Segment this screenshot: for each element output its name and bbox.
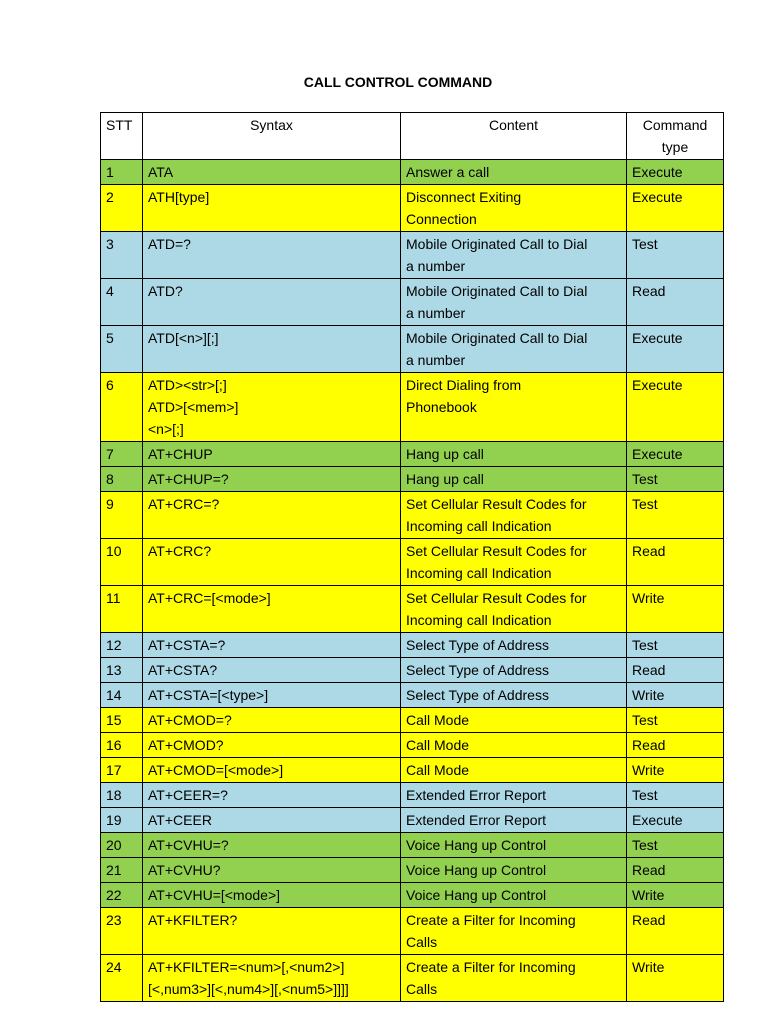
stt-value: 21 bbox=[106, 862, 122, 878]
content-line: Voice Hang up Control bbox=[406, 887, 547, 903]
table-row bbox=[101, 232, 724, 279]
stt-value: 24 bbox=[106, 959, 122, 975]
cell-stt bbox=[101, 858, 143, 883]
syntax-line: AT+CSTA=? bbox=[148, 637, 226, 653]
cell-command-type bbox=[627, 492, 724, 539]
cell-syntax bbox=[143, 633, 401, 658]
content-line: Incoming call Indication bbox=[406, 518, 552, 534]
command-type-value: Test bbox=[632, 712, 658, 728]
table-row bbox=[101, 586, 724, 633]
cell-stt bbox=[101, 708, 143, 733]
stt-value: 2 bbox=[106, 189, 114, 205]
syntax-line: AT+CRC? bbox=[148, 543, 212, 559]
content-line: Set Cellular Result Codes for bbox=[406, 590, 587, 606]
cell-syntax bbox=[143, 185, 401, 232]
content-line: Calls bbox=[406, 934, 438, 950]
cell-content bbox=[401, 185, 627, 232]
stt-value: 12 bbox=[106, 637, 122, 653]
table-row bbox=[101, 658, 724, 683]
cell-content bbox=[401, 955, 627, 1002]
table-header-row bbox=[101, 113, 724, 160]
content-line: Mobile Originated Call to Dial bbox=[406, 236, 588, 252]
content-line: Voice Hang up Control bbox=[406, 862, 547, 878]
cell-syntax bbox=[143, 492, 401, 539]
command-type-value: Execute bbox=[632, 164, 683, 180]
content-line: Set Cellular Result Codes for bbox=[406, 496, 587, 512]
cell-content bbox=[401, 326, 627, 373]
syntax-line: <n>[;] bbox=[148, 421, 184, 437]
syntax-line: ATD? bbox=[148, 283, 183, 299]
table-row bbox=[101, 539, 724, 586]
cell-content bbox=[401, 586, 627, 633]
header-syntax: Syntax bbox=[143, 113, 401, 160]
cell-stt bbox=[101, 232, 143, 279]
command-type-value: Read bbox=[632, 662, 666, 678]
command-type-value: Read bbox=[632, 543, 666, 559]
syntax-line: AT+CMOD? bbox=[148, 737, 224, 753]
command-type-value: Test bbox=[632, 637, 658, 653]
table-row bbox=[101, 758, 724, 783]
syntax-line: AT+CHUP bbox=[148, 446, 213, 462]
stt-value: 7 bbox=[106, 446, 114, 462]
cell-content bbox=[401, 708, 627, 733]
content-line: Incoming call Indication bbox=[406, 612, 552, 628]
cell-syntax bbox=[143, 858, 401, 883]
cell-content bbox=[401, 858, 627, 883]
header-command-type bbox=[627, 113, 724, 160]
syntax-line: AT+CMOD=? bbox=[148, 712, 232, 728]
cell-stt bbox=[101, 492, 143, 539]
table-row bbox=[101, 883, 724, 908]
command-table bbox=[100, 112, 724, 1002]
header-command-type-line1: Command bbox=[642, 117, 708, 133]
table-row bbox=[101, 160, 724, 185]
stt-value: 14 bbox=[106, 687, 122, 703]
cell-content bbox=[401, 539, 627, 586]
cell-stt bbox=[101, 808, 143, 833]
stt-value: 20 bbox=[106, 837, 122, 853]
cell-command-type bbox=[627, 586, 724, 633]
content-line: Direct Dialing from bbox=[406, 377, 522, 393]
cell-content bbox=[401, 758, 627, 783]
cell-command-type bbox=[627, 833, 724, 858]
table-row bbox=[101, 279, 724, 326]
cell-command-type bbox=[627, 185, 724, 232]
cell-stt bbox=[101, 442, 143, 467]
cell-syntax bbox=[143, 833, 401, 858]
cell-syntax bbox=[143, 326, 401, 373]
cell-stt bbox=[101, 733, 143, 758]
command-type-value: Test bbox=[632, 236, 658, 252]
cell-syntax bbox=[143, 783, 401, 808]
cell-command-type bbox=[627, 539, 724, 586]
table-row bbox=[101, 858, 724, 883]
stt-value: 19 bbox=[106, 812, 122, 828]
header-stt: STT bbox=[101, 113, 143, 160]
command-type-value: Write bbox=[632, 590, 665, 606]
cell-syntax bbox=[143, 955, 401, 1002]
syntax-line: ATD=? bbox=[148, 236, 191, 252]
content-line: Phonebook bbox=[406, 399, 477, 415]
stt-value: 4 bbox=[106, 283, 114, 299]
stt-value: 10 bbox=[106, 543, 122, 559]
cell-stt bbox=[101, 586, 143, 633]
syntax-line: AT+CSTA=[<type>] bbox=[148, 687, 269, 703]
table-row bbox=[101, 808, 724, 833]
content-line: Extended Error Report bbox=[406, 812, 547, 828]
syntax-line: AT+CRC=[<mode>] bbox=[148, 590, 271, 606]
content-line: Mobile Originated Call to Dial bbox=[406, 330, 588, 346]
cell-content bbox=[401, 733, 627, 758]
content-line: Hang up call bbox=[406, 471, 484, 487]
table-row bbox=[101, 442, 724, 467]
cell-command-type bbox=[627, 955, 724, 1002]
cell-command-type bbox=[627, 658, 724, 683]
content-line: Select Type of Address bbox=[406, 662, 549, 678]
syntax-line: AT+CEER bbox=[148, 812, 212, 828]
cell-syntax bbox=[143, 808, 401, 833]
table-row bbox=[101, 185, 724, 232]
header-content: Content bbox=[401, 113, 627, 160]
table-row bbox=[101, 492, 724, 539]
syntax-line: [<,num3>][<,num4>][,<num5>]]]] bbox=[148, 981, 349, 997]
cell-stt bbox=[101, 883, 143, 908]
content-line: Call Mode bbox=[406, 737, 470, 753]
cell-stt bbox=[101, 467, 143, 492]
content-line: Select Type of Address bbox=[406, 687, 549, 703]
cell-command-type bbox=[627, 683, 724, 708]
cell-command-type bbox=[627, 808, 724, 833]
command-type-value: Write bbox=[632, 762, 665, 778]
cell-content bbox=[401, 908, 627, 955]
cell-content bbox=[401, 658, 627, 683]
cell-stt bbox=[101, 908, 143, 955]
cell-stt bbox=[101, 758, 143, 783]
stt-value: 18 bbox=[106, 787, 122, 803]
stt-value: 17 bbox=[106, 762, 122, 778]
stt-value: 9 bbox=[106, 496, 114, 512]
cell-stt bbox=[101, 833, 143, 858]
syntax-line: AT+KFILTER? bbox=[148, 912, 238, 928]
cell-content bbox=[401, 373, 627, 442]
syntax-line: ATD[<n>][;] bbox=[148, 330, 219, 346]
content-line: Answer a call bbox=[406, 164, 490, 180]
cell-content bbox=[401, 467, 627, 492]
cell-syntax bbox=[143, 442, 401, 467]
cell-command-type bbox=[627, 908, 724, 955]
cell-command-type bbox=[627, 160, 724, 185]
syntax-line: AT+KFILTER=<num>[,<num2>] bbox=[148, 959, 345, 975]
command-type-value: Write bbox=[632, 887, 665, 903]
cell-content bbox=[401, 160, 627, 185]
stt-value: 3 bbox=[106, 236, 114, 252]
cell-command-type bbox=[627, 467, 724, 492]
cell-syntax bbox=[143, 373, 401, 442]
table-row bbox=[101, 467, 724, 492]
table-row bbox=[101, 783, 724, 808]
content-line: Disconnect Exiting bbox=[406, 189, 522, 205]
cell-command-type bbox=[627, 442, 724, 467]
cell-command-type bbox=[627, 708, 724, 733]
cell-stt bbox=[101, 185, 143, 232]
cell-command-type bbox=[627, 858, 724, 883]
table-row bbox=[101, 633, 724, 658]
cell-content bbox=[401, 833, 627, 858]
content-line: Hang up call bbox=[406, 446, 484, 462]
stt-value: 5 bbox=[106, 330, 114, 346]
cell-content bbox=[401, 492, 627, 539]
cell-command-type bbox=[627, 633, 724, 658]
cell-stt bbox=[101, 160, 143, 185]
content-line: a number bbox=[406, 258, 466, 274]
cell-syntax bbox=[143, 467, 401, 492]
content-line: Connection bbox=[406, 211, 477, 227]
cell-content bbox=[401, 232, 627, 279]
command-type-value: Read bbox=[632, 283, 666, 299]
content-line: Voice Hang up Control bbox=[406, 837, 547, 853]
cell-content bbox=[401, 808, 627, 833]
cell-content bbox=[401, 783, 627, 808]
syntax-line: ATD><str>[;] bbox=[148, 377, 227, 393]
cell-syntax bbox=[143, 908, 401, 955]
command-type-value: Test bbox=[632, 787, 658, 803]
cell-stt bbox=[101, 955, 143, 1002]
command-type-value: Execute bbox=[632, 812, 683, 828]
syntax-line: AT+CSTA? bbox=[148, 662, 218, 678]
cell-command-type bbox=[627, 733, 724, 758]
content-line: Calls bbox=[406, 981, 438, 997]
cell-content bbox=[401, 279, 627, 326]
command-type-value: Execute bbox=[632, 377, 683, 393]
cell-command-type bbox=[627, 883, 724, 908]
content-line: Create a Filter for Incoming bbox=[406, 912, 576, 928]
cell-command-type bbox=[627, 279, 724, 326]
command-type-value: Read bbox=[632, 862, 666, 878]
syntax-line: ATH[type] bbox=[148, 189, 210, 205]
content-line: a number bbox=[406, 352, 466, 368]
syntax-line: ATA bbox=[148, 164, 174, 180]
syntax-line: ATD>[<mem>] bbox=[148, 399, 239, 415]
cell-content bbox=[401, 633, 627, 658]
stt-value: 1 bbox=[106, 164, 114, 180]
command-type-value: Test bbox=[632, 837, 658, 853]
cell-syntax bbox=[143, 708, 401, 733]
stt-value: 6 bbox=[106, 377, 114, 393]
cell-syntax bbox=[143, 683, 401, 708]
content-line: Call Mode bbox=[406, 712, 470, 728]
cell-content bbox=[401, 883, 627, 908]
table-row bbox=[101, 326, 724, 373]
syntax-line: AT+CVHU=? bbox=[148, 837, 229, 853]
stt-value: 13 bbox=[106, 662, 122, 678]
table-row bbox=[101, 373, 724, 442]
cell-command-type bbox=[627, 373, 724, 442]
page-title: CALL CONTROL COMMAND bbox=[303, 74, 493, 90]
table-row bbox=[101, 955, 724, 1002]
content-line: Extended Error Report bbox=[406, 787, 547, 803]
cell-content bbox=[401, 683, 627, 708]
syntax-line: AT+CHUP=? bbox=[148, 471, 229, 487]
stt-value: 15 bbox=[106, 712, 122, 728]
stt-value: 8 bbox=[106, 471, 114, 487]
table-row bbox=[101, 683, 724, 708]
command-type-value: Write bbox=[632, 687, 665, 703]
cell-syntax bbox=[143, 883, 401, 908]
cell-syntax bbox=[143, 586, 401, 633]
command-type-value: Test bbox=[632, 471, 658, 487]
cell-syntax bbox=[143, 279, 401, 326]
cell-syntax bbox=[143, 658, 401, 683]
content-line: Mobile Originated Call to Dial bbox=[406, 283, 588, 299]
cell-stt bbox=[101, 279, 143, 326]
content-line: Create a Filter for Incoming bbox=[406, 959, 576, 975]
syntax-line: AT+CRC=? bbox=[148, 496, 220, 512]
cell-stt bbox=[101, 373, 143, 442]
content-line: Select Type of Address bbox=[406, 637, 549, 653]
cell-stt bbox=[101, 539, 143, 586]
cell-stt bbox=[101, 633, 143, 658]
content-line: Incoming call Indication bbox=[406, 565, 552, 581]
syntax-line: AT+CVHU? bbox=[148, 862, 221, 878]
cell-syntax bbox=[143, 539, 401, 586]
cell-content bbox=[401, 442, 627, 467]
content-line: a number bbox=[406, 305, 466, 321]
content-line: Set Cellular Result Codes for bbox=[406, 543, 587, 559]
cell-command-type bbox=[627, 232, 724, 279]
cell-stt bbox=[101, 783, 143, 808]
stt-value: 16 bbox=[106, 737, 122, 753]
cell-stt bbox=[101, 683, 143, 708]
command-type-value: Test bbox=[632, 496, 658, 512]
cell-syntax bbox=[143, 160, 401, 185]
command-type-value: Read bbox=[632, 912, 666, 928]
stt-value: 22 bbox=[106, 887, 122, 903]
cell-syntax bbox=[143, 232, 401, 279]
command-type-value: Execute bbox=[632, 446, 683, 462]
table-row bbox=[101, 733, 724, 758]
command-type-value: Write bbox=[632, 959, 665, 975]
cell-command-type bbox=[627, 758, 724, 783]
command-type-value: Execute bbox=[632, 189, 683, 205]
stt-value: 23 bbox=[106, 912, 122, 928]
command-type-value: Execute bbox=[632, 330, 683, 346]
table-row bbox=[101, 833, 724, 858]
content-line: Call Mode bbox=[406, 762, 470, 778]
syntax-line: AT+CMOD=[<mode>] bbox=[148, 762, 284, 778]
cell-syntax bbox=[143, 758, 401, 783]
table-row bbox=[101, 708, 724, 733]
cell-command-type bbox=[627, 783, 724, 808]
cell-stt bbox=[101, 658, 143, 683]
command-type-value: Read bbox=[632, 737, 666, 753]
stt-value: 11 bbox=[106, 590, 121, 606]
cell-syntax bbox=[143, 733, 401, 758]
syntax-line: AT+CEER=? bbox=[148, 787, 228, 803]
header-command-type-line2: type bbox=[661, 139, 689, 155]
cell-stt bbox=[101, 326, 143, 373]
table-row bbox=[101, 908, 724, 955]
cell-command-type bbox=[627, 326, 724, 373]
syntax-line: AT+CVHU=[<mode>] bbox=[148, 887, 281, 903]
